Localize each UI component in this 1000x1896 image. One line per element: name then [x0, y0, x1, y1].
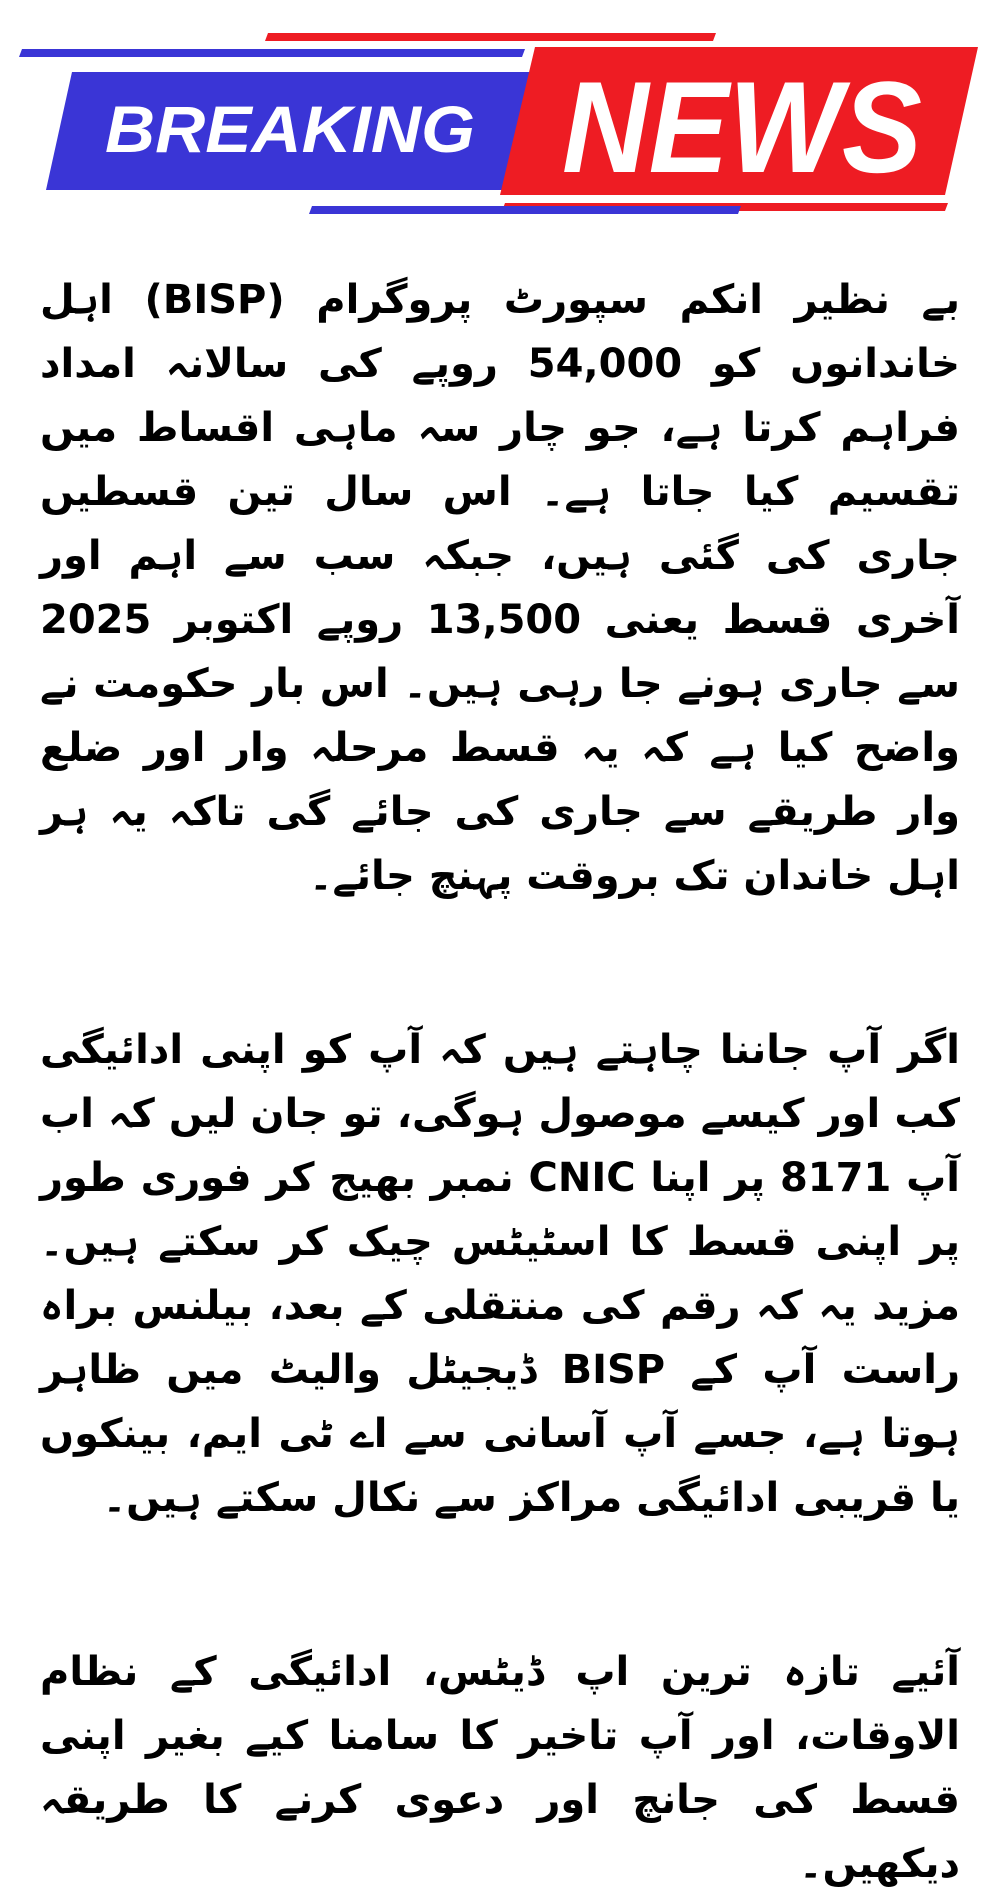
- breaking-news-graphic: [0, 0, 1000, 240]
- breaking-news-banner: [0, 0, 1000, 240]
- breaking-word: BREAKING: [105, 92, 476, 166]
- article-paragraph-2: اگر آپ جاننا چاہتے ہیں کہ آپ کو اپنی ادائیگی کب اور کیسے موصول ہوگی، تو جان لیں کہ اب آپ 8171 پر اپنا CNIC نمبر بھیج کر فوری طور پر اپنی قسط کا اسٹیٹس چیک کر سکتے ہیں۔ مزید یہ کہ رقم کی منتقلی کے بعد، بیلنس براہ راست آپ کے BISP ڈیجیٹل والیٹ میں ظاہر ہوتا ہے، جسے آپ آسانی سے اے ٹی ایم، بینکوں یا قریبی ادائیگی مراکز سے نکال سکتے ہیں۔: [40, 1027, 960, 1521]
- article-paragraph-3: آئیے تازہ ترین اپ ڈیٹس، ادائیگی کے نظام الاوقات، اور آپ تاخیر کا سامنا کیے بغیر اپنی قسط کی جانچ اور دعوی کرنے کا طریقہ دیکھیں۔: [40, 1649, 961, 1887]
- article-body: [40, 268, 960, 1896]
- news-word: NEWS: [562, 54, 922, 200]
- bottom-blue-stripe: [309, 206, 741, 214]
- article-paragraph-1: بے نظیر انکم سپورٹ پروگرام (BISP) اہل خاندانوں کو 54,000 روپے کی سالانہ امداد فراہم کرتا ہے، جو چار سہ ماہی اقساط میں تقسیم کیا جاتا ہے۔ اس سال تین قسطیں جاری کی گئی ہیں، جبکہ سب سے اہم اور آخری قسط یعنی 13,500 روپے اکتوبر 2025 سے جاری ہونے جا رہی ہیں۔ اس بار حکومت نے واضح کیا ہے کہ یہ قسط مرحلہ وار اور ضلع وار طریقے سے جاری کی جائے گی تاکہ یہ ہر اہل خاندان تک بروقت پہنچ جائے۔: [40, 277, 961, 899]
- top-red-stripe: [265, 33, 716, 41]
- left-blue-stripe: [19, 49, 525, 57]
